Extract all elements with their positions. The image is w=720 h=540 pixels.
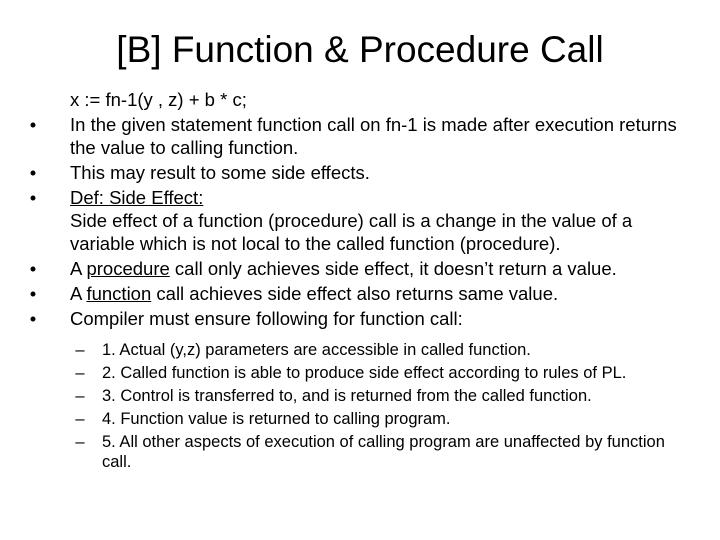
sub-bullet-item [26, 363, 698, 383]
dash-icon: – [75, 433, 85, 451]
bullet-list [26, 113, 698, 330]
underlined-term: function [86, 283, 152, 304]
bullet-text: Compiler must ensure following for function call: [70, 308, 463, 329]
bullet-icon: • [29, 162, 37, 183]
dash-icon: – [75, 364, 85, 382]
bullet-text-suffix: call achieves side effect also returns same value. [151, 283, 559, 304]
definition-text: Side effect of a function (procedure) call is a change in the value of a variable which is not local to the called function (procedure). [70, 210, 633, 254]
dash-icon: – [75, 410, 85, 428]
bullet-item [26, 307, 698, 330]
bullet-icon: • [29, 187, 37, 208]
definition-heading: Def: Side Effect: [70, 187, 204, 208]
dash-icon: – [75, 387, 85, 405]
sub-bullet-text: 1. Actual (y,z) parameters are accessible in called function. [102, 341, 531, 359]
bullet-item [26, 186, 698, 255]
bullet-text-prefix: A [70, 258, 87, 279]
slide-content [26, 88, 698, 475]
dash-icon: – [75, 341, 85, 359]
slide-title: [B] Function & Procedure Call [116, 29, 604, 70]
intro-statement: x := fn-1(y , z) + b * c; [70, 89, 247, 110]
bullet-item [26, 113, 698, 159]
sub-bullet-text: 5. All other aspects of execution of calling program are unaffected by function call. [102, 433, 665, 471]
bullet-item [26, 282, 698, 305]
sub-bullet-list [26, 340, 698, 472]
bullet-icon: • [29, 258, 37, 279]
bullet-item [26, 161, 698, 184]
bullet-icon: • [29, 114, 37, 135]
sub-bullet-text: 2. Called function is able to produce side effect according to rules of PL. [102, 364, 627, 382]
sub-bullet-text: 3. Control is transferred to, and is returned from the called function. [102, 387, 592, 405]
sub-bullet-item [26, 432, 698, 472]
bullet-icon: • [29, 308, 37, 329]
bullet-text-suffix: call only achieves side effect, it doesn’t return a value. [169, 258, 617, 279]
bullet-icon: • [29, 283, 37, 304]
bullet-text: In the given statement function call on fn-1 is made after execution returns the value to calling function. [70, 114, 677, 158]
sub-bullet-text: 4. Function value is returned to calling program. [102, 410, 451, 428]
underlined-term: procedure [86, 258, 170, 279]
bullet-text-prefix: A [70, 283, 87, 304]
sub-bullet-item [26, 386, 698, 406]
bullet-item [26, 257, 698, 280]
sub-bullet-item [26, 409, 698, 429]
bullet-text: This may result to some side effects. [70, 162, 370, 183]
sub-bullet-item [26, 340, 698, 360]
